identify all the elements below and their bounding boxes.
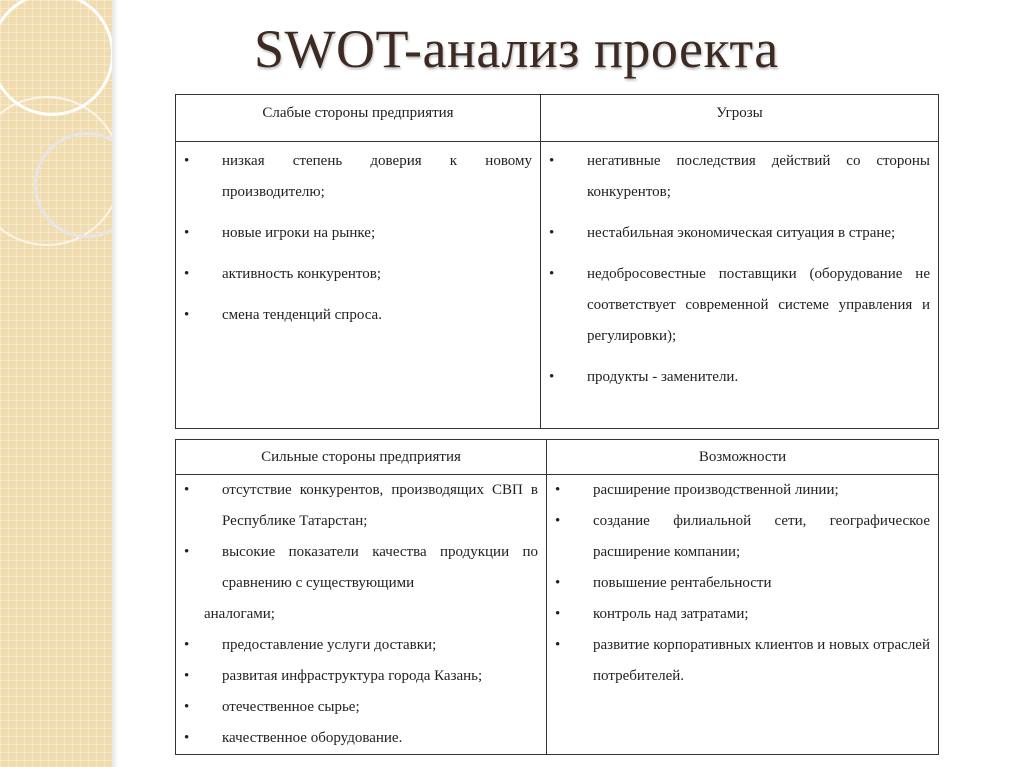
- list-item: • создание филиальной сети, географическое расширение компании;: [547, 506, 938, 568]
- bullet: •: [555, 606, 561, 622]
- decorative-ring: [0, 0, 112, 116]
- bullet: •: [555, 513, 561, 529]
- side-panel-shadow: [112, 0, 118, 767]
- bullet: •: [184, 544, 190, 560]
- swot-table-strengths-opportunities: [175, 439, 939, 755]
- list-item: • отечественное сырье;: [176, 692, 546, 723]
- swot-table-weaknesses-threats: [175, 94, 939, 429]
- bullet: •: [549, 266, 555, 282]
- opportunities-header: Возможности: [547, 440, 939, 475]
- weaknesses-header: Слабые стороны предприятия: [176, 95, 541, 142]
- list-item: • расширение производственной линии;: [547, 475, 938, 506]
- bullet: •: [184, 668, 190, 684]
- list-item: • недобросовестные поставщики (оборудование не соответствует современной системе управления и регулировки);: [541, 259, 938, 352]
- bullet: •: [549, 369, 555, 385]
- list-item: • качественное оборудование.: [176, 723, 546, 754]
- bullet: •: [555, 637, 561, 653]
- bullet: •: [549, 153, 555, 169]
- list-item: • отсутствие конкурентов, производящих СВП в Республике Татарстан;: [176, 475, 546, 537]
- bullet: •: [555, 575, 561, 591]
- list-item: • развитая инфраструктура города Казань;: [176, 661, 546, 692]
- list-item: • смена тенденций спроса.: [176, 300, 540, 331]
- bullet: •: [549, 225, 555, 241]
- weaknesses-list: [176, 146, 540, 331]
- list-item: • негативные последствия действий со стороны конкурентов;: [541, 146, 938, 208]
- strengths-header: Сильные стороны предприятия: [176, 440, 547, 475]
- list-item: • контроль над затратами;: [547, 599, 938, 630]
- list-item: • нестабильная экономическая ситуация в стране;: [541, 218, 938, 249]
- weaknesses-cell: [176, 142, 541, 429]
- bullet: •: [555, 482, 561, 498]
- bullet: •: [184, 482, 190, 498]
- slide-title: SWOT-анализ проекта: [254, 19, 779, 79]
- bullet: •: [184, 266, 190, 282]
- list-item-continuation: аналогами;: [204, 606, 275, 622]
- opportunities-cell: [547, 475, 939, 755]
- bullet: •: [184, 699, 190, 715]
- list-item: • предоставление услуги доставки;: [176, 630, 546, 661]
- list-item: • активность конкурентов;: [176, 259, 540, 290]
- list-item: • высокие показатели качества продукции по сравнению с существующими: [176, 537, 546, 599]
- threats-list: [541, 146, 938, 393]
- decorative-side-panel: [0, 0, 112, 767]
- strengths-cell: [176, 475, 547, 755]
- list-item: • развитие корпоративных клиентов и новых отраслей потребителей.: [547, 630, 938, 692]
- bullet: •: [184, 637, 190, 653]
- list-item: • продукты - заменители.: [541, 362, 938, 393]
- threats-header: Угрозы: [541, 95, 939, 142]
- list-item: • повышение рентабельности: [547, 568, 938, 599]
- bullet: •: [184, 307, 190, 323]
- bullet: •: [184, 225, 190, 241]
- strengths-list: [176, 475, 546, 754]
- list-item: • новые игроки на рынке;: [176, 218, 540, 249]
- threats-cell: [541, 142, 939, 429]
- bullet: •: [184, 153, 190, 169]
- opportunities-list: [547, 475, 938, 692]
- bullet: •: [184, 730, 190, 746]
- list-item: • низкая степень доверия к новому производителю;: [176, 146, 540, 208]
